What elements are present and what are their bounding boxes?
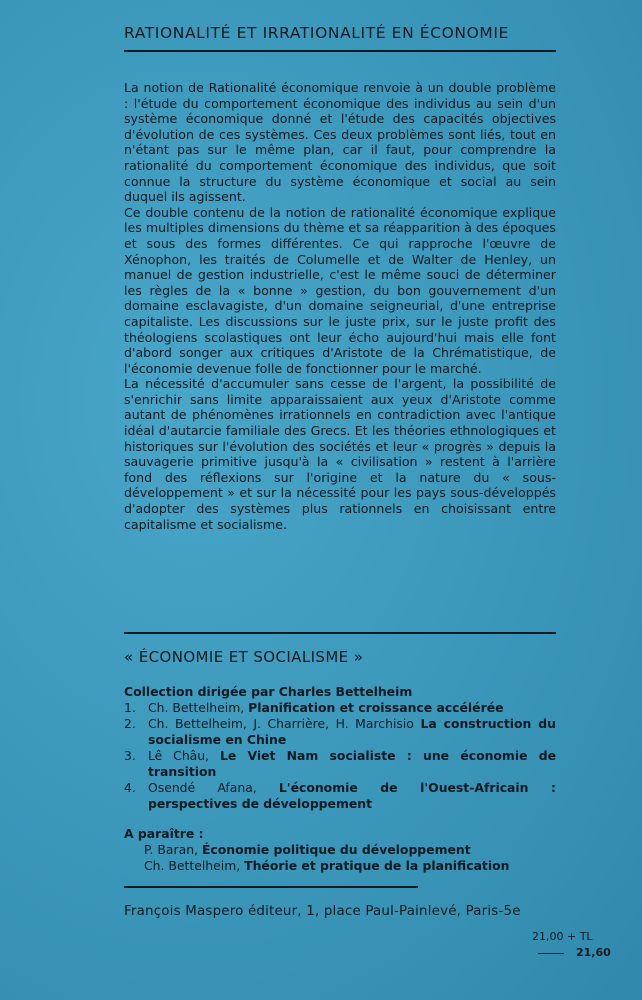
collection-editor: Collection dirigée par Charles Bettelheim — [124, 684, 413, 699]
title-rule — [124, 50, 556, 52]
publisher-rule — [124, 886, 418, 888]
series-title: « ÉCONOMIE ET SOCIALISME » — [124, 648, 364, 666]
price-base: 21,00 + TL — [532, 930, 593, 943]
book-list — [124, 700, 556, 812]
book-number: 4. — [124, 780, 136, 795]
book-author: Ch. Bettelheim, — [148, 700, 249, 715]
book-work: Planification et croissance accélérée — [248, 700, 504, 715]
price-total: 21,60 — [576, 946, 611, 959]
price-dash — [538, 953, 564, 954]
book-author: Lê Châu, — [148, 748, 220, 763]
book-work: La construction du socialisme en Chine — [148, 716, 556, 747]
list-item — [124, 700, 556, 716]
book-author: Osendé Afana, — [148, 780, 279, 795]
book-author: Ch. Bettelheim, J. Charrière, H. Marchisio — [148, 716, 421, 731]
blurb-paragraph-1: La notion de Rationalité économique renvoie à un double problème : l'étude du comportement économique des individus au sein d'un système économique donné et l'étude des capacités objectives d'évolution de ces systèmes. Ces deux problèmes sont liés, tout en n'étant pas sur le même plan, car il faut, pour comprendre la rationalité du comportement économique des individus, que soit connue la structure du système économique et social au sein duquel ils agissent. — [124, 80, 556, 205]
book-number: 2. — [124, 716, 136, 731]
book-number: 3. — [124, 748, 136, 763]
book-work: Le Viet Nam socialiste : une économie de transition — [148, 748, 556, 779]
list-item — [124, 842, 556, 858]
list-item — [124, 858, 556, 874]
forthcoming-section — [124, 826, 556, 874]
list-item — [124, 716, 556, 748]
list-item — [124, 780, 556, 812]
publisher-line: François Maspero éditeur, 1, place Paul-Painlevé, Paris-5e — [124, 904, 521, 919]
forthcoming-label: A paraître : — [124, 826, 204, 841]
book-number: 1. — [124, 700, 136, 715]
blurb-paragraph-2: Ce double contenu de la notion de rationalité économique explique les multiples dimensions du thème et sa réapparition à des époques et sous des formes différentes. Ce qui rapproche l'œuvre de Xénophon, les traités de Columelle et de Walter de Henley, un manuel de gestion industrielle, c'est le même souci de déterminer les règles de la « bonne » gestion, du bon gouvernement d'un domaine esclavagiste, d'un domaine seigneurial, d'une entreprise capitaliste. Les discussions sur le juste prix, sur le juste profit des théologiens scolastiques ont leur écho aujourd'hui mais elle font d'abord songer aux critiques d'Aristote de la Chrématistique, de l'économie devenue folle de fonctionner pour le marché. — [124, 204, 556, 376]
book-author: Ch. Bettelheim, — [144, 858, 245, 873]
book-author: P. Baran, — [144, 842, 202, 857]
blurb-paragraph-3: La nécessité d'accumuler sans cesse de l'argent, la possibilité de s'enrichir sans limite apparaissaient aux yeux d'Aristote comme autant de phénomènes irrationnels en contradiction avec l'antique idéal d'autarcie familiale des Grecs. Et les théories ethnologiques et historiques sur l'évolution des sociétés et leur « progrès » depuis la sauvagerie primitive jusqu'à la « civilisation » restent à l'arrière fond des réflexions sur l'origine et la nature du « sous-développement » et sur la nécessité pour les pays sous-développés d'adopter des systèmes plus rationnels en choisissant entre capitalisme et socialisme. — [124, 376, 556, 532]
blurb — [124, 80, 556, 532]
book-work: Théorie et pratique de la planification — [244, 858, 510, 873]
series-rule — [124, 632, 556, 634]
book-title: RATIONALITÉ ET IRRATIONALITÉ EN ÉCONOMIE — [124, 24, 509, 42]
book-work: L'économie de l'Ouest-Africain : perspectives de développement — [148, 780, 556, 811]
list-item — [124, 748, 556, 780]
book-work: Économie politique du développement — [201, 842, 471, 857]
